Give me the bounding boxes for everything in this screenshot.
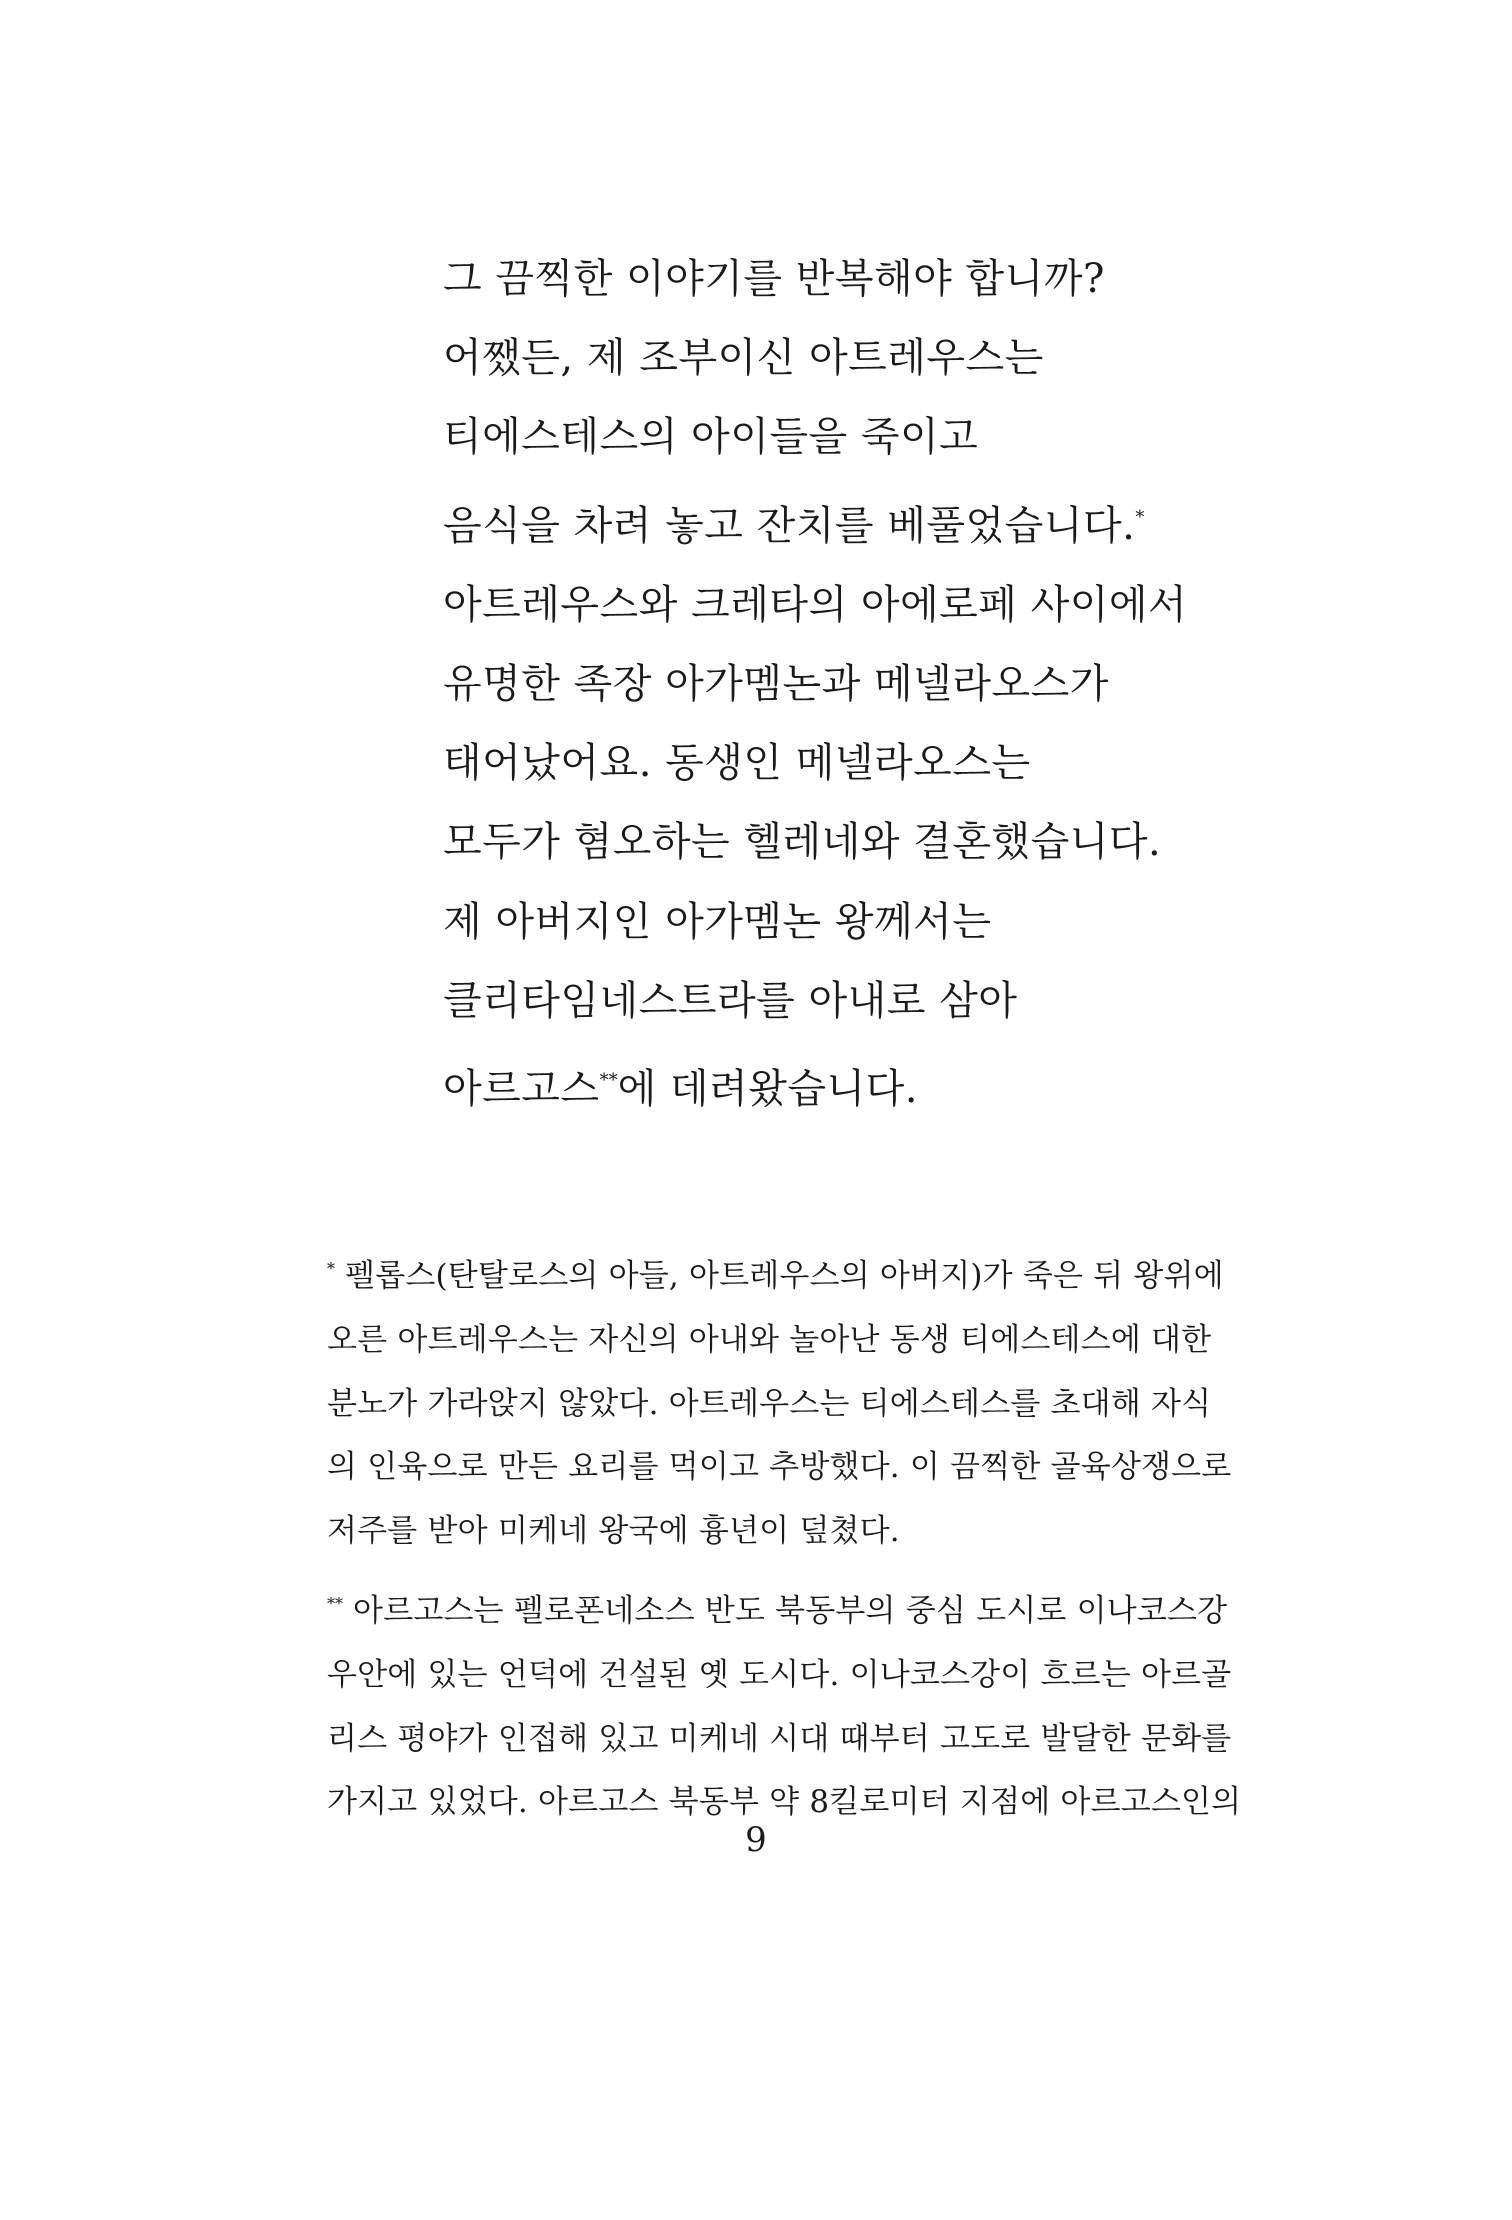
verse-line: 그 끔찍한 이야기를 반복해야 합니까? (443, 256, 1105, 302)
verse-line: 제 아버지인 아가멤논 왕께서는 (443, 898, 992, 945)
footnote-marker: ** (327, 1593, 343, 1613)
footnote-line: 저주를 받아 미케네 왕국에 흉년이 덮쳤다. (327, 1513, 900, 1550)
footnote-text: 펠롭스(탄탈로스의 아들, 아트레우스의 아버지)가 죽은 뒤 왕위에 (335, 1258, 1224, 1294)
verse-line-with-note (443, 1041, 1343, 1129)
verse-block (443, 240, 1343, 1129)
verse-line: 모두가 혐오하는 헬레네와 결혼했습니다. (443, 819, 1162, 866)
verse-line: 태어났어요. 동생인 메넬라오스는 (443, 740, 1031, 787)
footnote-line: 오른 아트레우스는 자신의 아내와 놀아난 동생 티에스테스에 대한 (327, 1321, 1212, 1358)
verse-line: 클리타임네스트라를 아내로 삼아 (443, 977, 1018, 1024)
verse-line-text: 에 데려왔습니다. (617, 1066, 918, 1113)
footnote-line: 리스 평야가 인접해 있고 미케네 시대 때부터 고도로 발달한 문화를 (327, 1720, 1232, 1757)
footnote-first (327, 1237, 1262, 1564)
footnote-line (327, 1572, 1262, 1644)
footnote-line: 분노가 가라앉지 않았다. 아트레우스는 티에스테스를 초대해 자식 (327, 1385, 1212, 1422)
verse-line: 티에스테스의 아이들을 죽이고 (443, 414, 979, 461)
verse-line: 어쨌든, 제 조부이신 아트레우스는 (443, 335, 1044, 382)
verse-line-with-note (443, 478, 1343, 566)
footnote-line: 의 인육으로 만든 요리를 먹이고 추방했다. 이 끔찍한 골육상쟁으로 (327, 1449, 1232, 1486)
verse-line-text: 아르고스 (443, 1066, 600, 1113)
footnote-line: 가지고 있었다. 아르고스 북동부 약 8킬로미터 지점에 아르고스인의 (327, 1784, 1242, 1821)
verse-line: 유명한 족장 아가멤논과 메넬라오스가 (443, 661, 1109, 708)
footnote-marker: * (327, 1259, 335, 1278)
footnotes (327, 1237, 1262, 1835)
footnote-marker: * (1135, 506, 1145, 528)
verse-line-text: 음식을 차려 놓고 잔치를 베풀었습니다. (443, 502, 1136, 549)
footnote-line: 우안에 있는 언덕에 건설된 옛 도시다. 이나코스강이 흐르는 아르골 (327, 1656, 1232, 1693)
verse-line: 아트레우스와 크레타의 아에로페 사이에서 (443, 581, 1188, 628)
footnote-text: 아르고스는 펠로폰네소스 반도 북동부의 중심 도시로 이나코스강 (343, 1592, 1228, 1629)
page-number: 9 (745, 1820, 767, 1860)
footnote-marker: ** (599, 1070, 618, 1092)
footnote-line (327, 1237, 1262, 1309)
footnote-second (327, 1572, 1262, 1835)
